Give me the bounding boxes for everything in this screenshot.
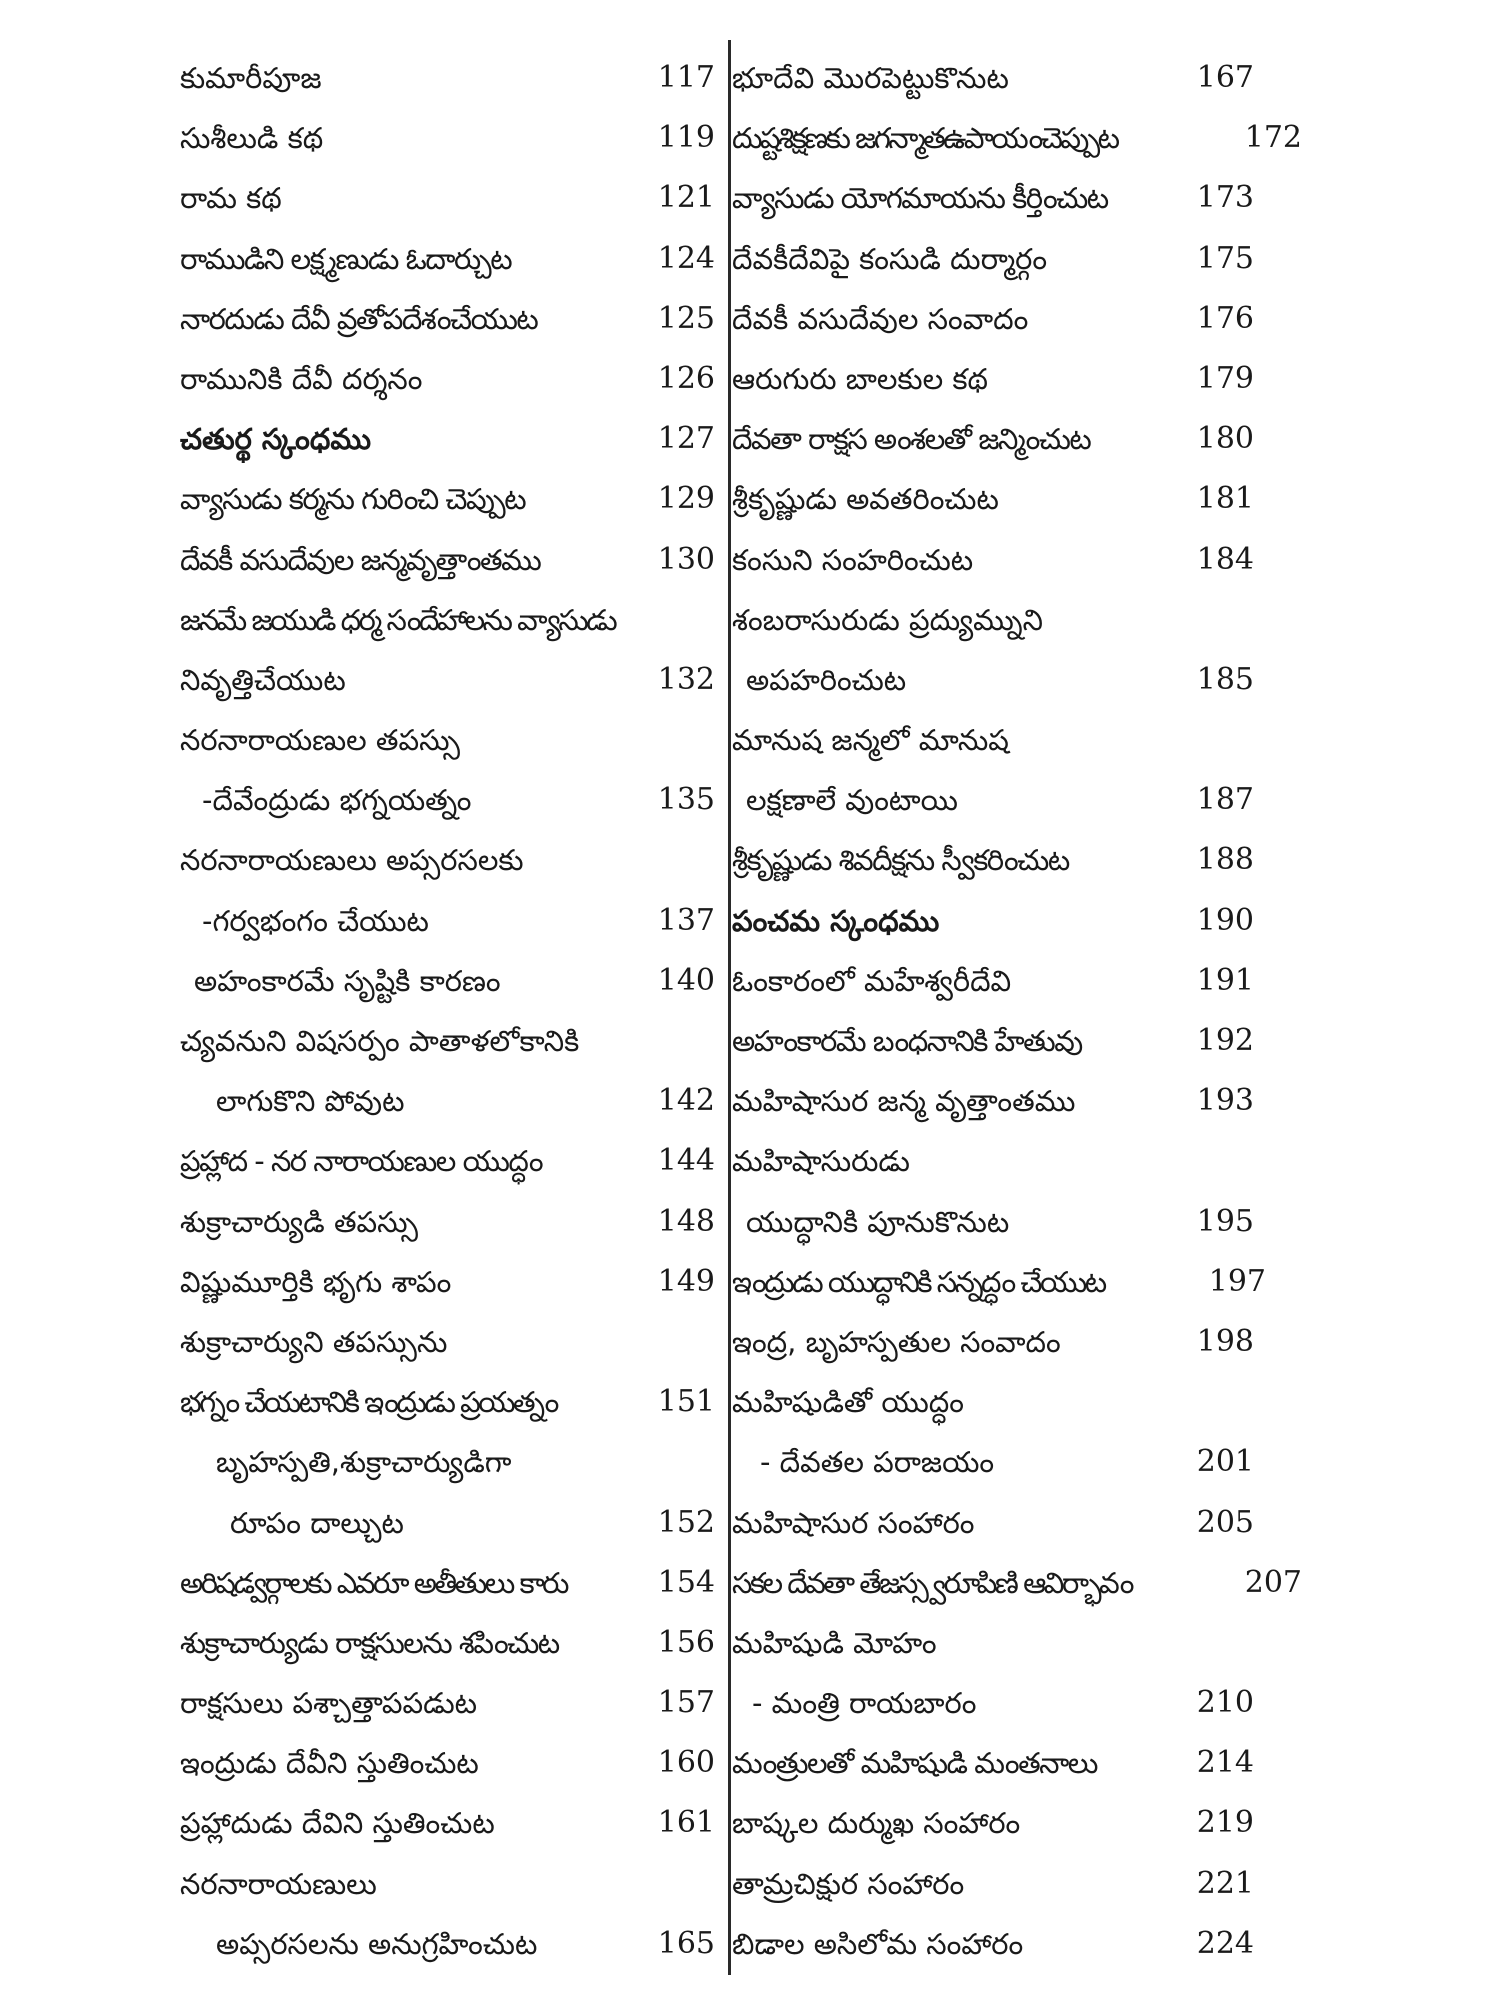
toc-entry-title: అప్సరసలను అనుగ్రహించుట [216,1926,538,1961]
toc-entry-title: బిడాల అసిలోమ సంహారం [732,1926,1024,1961]
toc-entry-page: 201 [1196,1444,1254,1480]
toc-entry-title: ఇంద్రుడు దేవీని స్తుతించుట [180,1746,479,1781]
toc-entry [732,1011,1302,1071]
toc-entry-page: 175 [1196,240,1254,276]
toc-entry-title: విష్ణుమూర్తికి భృగు శాపం [180,1264,452,1299]
toc-entry [732,951,1302,1011]
toc-entry-page: 132 [657,661,715,697]
toc-entry-page: 129 [657,481,715,517]
toc-entry-title: ప్రహ్లాద - నర నారాయణుల యుద్ధం [180,1144,543,1179]
toc-entry [732,1613,1302,1673]
toc-entry-page: 121 [657,180,715,216]
toc-entry-page: 198 [1196,1323,1254,1359]
toc-entry-title: - మంత్రి రాయబారం [752,1686,977,1721]
column-divider [728,40,731,1975]
toc-entry-title: మానుష జన్మలో మానుష [732,723,1009,758]
toc-entry-page: 161 [657,1805,715,1841]
toc-entry-page: 192 [1196,1023,1254,1058]
toc-entry-page: 154 [657,1564,715,1600]
toc-entry-page: 149 [657,1263,715,1299]
toc-entry-title: కంసుని సంహరించుట [732,542,974,577]
toc-entry [732,590,1302,650]
toc-entry-page: 205 [1196,1504,1254,1540]
toc-entry-title: మహిషుడి మోహం [732,1625,937,1660]
toc-entry-title: నరనారాయణులు [180,1866,377,1901]
toc-entry [180,48,715,108]
toc-entry-title: శంబరాసురుడు ప్రద్యుమ్నుని [732,602,1043,637]
toc-entry-title: దేవకీదేవిపై కంసుడి దుర్మార్గం [732,241,1048,276]
toc-entry-page: 137 [657,902,715,938]
toc-entry-title: -గర్వభంగం చేయుట [202,903,429,938]
toc-entry-page: 148 [657,1203,715,1239]
toc-entry [732,1673,1302,1733]
toc-entry-page: 173 [1196,180,1254,216]
toc-entry [180,469,715,529]
toc-entry-title: బాష్కల దుర్ముఖ సంహారం [732,1806,1021,1841]
toc-entry [732,289,1302,349]
toc-entry [732,349,1302,409]
toc-entry-title: ఓంకారంలో మహేశ్వరీదేవి [732,963,1012,998]
toc-entry [180,168,715,228]
toc-entry-page: 130 [657,541,715,577]
toc-entry [732,1312,1302,1372]
toc-entry-title: -దేవేంద్రుడు భగ్నయత్నం [202,783,472,818]
toc-entry-page: 157 [657,1685,715,1721]
toc-entry [732,108,1302,168]
toc-entry-page: 151 [657,1384,715,1420]
toc-entry [180,1011,715,1071]
toc-entry-title: రూపం దాల్చుట [230,1505,404,1540]
toc-entry-title: రామునికి దేవీ దర్శనం [180,361,423,396]
toc-entry [180,1192,715,1252]
toc-entry-page: 140 [657,962,715,998]
toc-entry-title: పంచమ స్కంధము [732,903,940,938]
toc-entry-page: 125 [657,300,715,336]
toc-entry-page: 195 [1196,1203,1254,1239]
toc-entry [732,1793,1302,1853]
toc-entry-title: బృహస్పతి,శుక్రాచార్యుడిగా [216,1445,512,1480]
toc-entry-title: దేవకీ వసుదేవుల జన్మవృత్తాంతము [180,542,541,577]
toc-entry-page: 144 [657,1143,715,1179]
toc-entry [180,1432,715,1492]
toc-entry [732,229,1302,289]
toc-entry-title: నారదుడు దేవీ వ్రతోపదేశంచేయుట [180,301,538,336]
toc-entry [180,770,715,830]
toc-entry [732,770,1302,830]
toc-entry-title: రాక్షసులు పశ్చాత్తాపపడుట [180,1686,477,1721]
toc-entry [732,1553,1302,1613]
toc-entry-page: 214 [1196,1745,1254,1781]
toc-entry-title: శుక్రాచార్యుడి తపస్సు [180,1204,419,1239]
toc-entry-title: భగ్నం చేయటానికి ఇంద్రుడు ప్రయత్నం [180,1385,557,1420]
toc-entry [732,168,1302,228]
toc-entry [180,1252,715,1312]
toc-entry-title: నివృత్తిచేయుట [180,662,346,697]
toc-entry-title: మహిషాసుర సంహారం [732,1505,975,1540]
toc-entry [732,1733,1302,1793]
toc-entry-page: 135 [657,782,715,818]
toc-entry-page: 197 [1208,1263,1266,1299]
toc-entry-title: ఆరుగురు బాలకుల కథ [732,361,988,396]
toc-entry-title: అపహరించుట [746,662,907,697]
toc-entry-title: రామ కథ [180,181,282,216]
toc-entry [732,1854,1302,1914]
toc-entry-page: 207 [1244,1564,1302,1600]
toc-entry-page: 167 [1196,60,1254,95]
toc-entry [180,1673,715,1733]
toc-entry-page: 126 [657,360,715,396]
toc-entry [180,590,715,650]
toc-entry [180,650,715,710]
toc-entry [732,1252,1302,1312]
section-heading [732,891,1302,951]
toc-entry-page: 172 [1244,120,1302,156]
toc-entry [180,710,715,770]
toc-entry [180,1613,715,1673]
toc-entry [732,1914,1302,1974]
toc-entry-title: శ్రీకృష్ణుడు శివదీక్షను స్వీకరించుట [732,843,1069,878]
toc-entry [180,1312,715,1372]
toc-entry-page: 152 [657,1504,715,1540]
toc-entry [732,469,1302,529]
toc-entry-title: మహిషాసురుడు [732,1144,910,1179]
toc-entry-title: లక్షణాలే వుంటాయి [746,783,958,818]
toc-entry-title: భూదేవి మొరపెట్టుకొనుట [732,61,1009,95]
toc-entry [180,108,715,168]
toc-entry [180,530,715,590]
toc-entry [180,1372,715,1432]
toc-entry-title: నరనారాయణులు అప్సరసలకు [180,843,524,878]
toc-entry [180,830,715,890]
toc-entry-title: కుమారీపూజ [180,61,322,95]
toc-entry-title: మహిషాసుర జన్మ వృత్తాంతము [732,1084,1076,1119]
toc-entry-page: 210 [1196,1685,1254,1721]
toc-entry [732,1071,1302,1131]
toc-entry-title: వ్యాసుడు కర్మను గురించి చెప్పుట [180,482,526,517]
toc-entry-title: అహంకారమే బంధనానికి హేతువు [732,1024,1082,1058]
toc-entry-page: 127 [657,421,715,457]
toc-entry-page: 119 [657,120,715,156]
toc-entry-page: 156 [657,1624,715,1660]
toc-entry-title: రాముడిని లక్ష్మణుడు ఓదార్చుట [180,241,512,276]
toc-entry-title: శుక్రాచార్యుని తపస్సును [180,1324,448,1359]
toc-entry [732,1192,1302,1252]
toc-entry [180,289,715,349]
toc-right-column [732,48,1302,1974]
toc-entry [180,891,715,951]
toc-entry-page: 224 [1196,1925,1254,1961]
toc-entry [180,1493,715,1553]
toc-entry [180,1553,715,1613]
toc-entry-page: 184 [1196,541,1254,577]
toc-entry-page: 180 [1196,421,1254,457]
toc-entry [180,1793,715,1853]
toc-entry [732,48,1302,108]
toc-entry-page: 179 [1196,360,1254,396]
toc-entry-page: 190 [1196,902,1254,938]
toc-entry [732,830,1302,890]
toc-entry-page: 165 [657,1925,715,1961]
toc-entry [732,1493,1302,1553]
toc-entry-title: లాగుకొని పోవుట [216,1084,405,1119]
toc-left-column [180,48,715,1974]
toc-entry-title: చతుర్థ స్కంధము [180,422,372,457]
toc-entry-title: శుక్రాచార్యుడు రాక్షసులను శపించుట [180,1625,559,1660]
toc-entry-title: యుద్ధానికి పూనుకొనుట [746,1204,1010,1239]
toc-entry [180,349,715,409]
toc-entry-title: సకల దేవతా తేజస్స్వరూపిణి ఆవిర్భావం [732,1565,1132,1600]
toc-entry [732,530,1302,590]
toc-entry-title: దేవకీ వసుదేవుల సంవాదం [732,301,1029,336]
section-heading [180,409,715,469]
toc-entry-title: అహంకారమే సృష్టికి కారణం [194,963,501,998]
toc-entry-page: 142 [657,1083,715,1119]
toc-entry-title: శ్రీకృష్ణుడు అవతరించుట [732,482,999,517]
toc-entry-page: 191 [1196,962,1254,998]
toc-entry-title: దేవతా రాక్షస అంశలతో జన్మించుట [732,422,1091,457]
toc-entry [732,650,1302,710]
toc-entry-page: 124 [657,240,715,276]
toc-entry-page: 193 [1196,1083,1254,1119]
toc-entry [180,1733,715,1793]
toc-entry-title: సుశీలుడి కథ [180,121,324,156]
toc-entry-title: వ్యాసుడు యోగమాయను కీర్తించుట [732,181,1108,216]
toc-entry [180,1914,715,1974]
toc-entry [180,229,715,289]
toc-entry-page: 221 [1196,1865,1254,1901]
toc-entry [732,710,1302,770]
toc-entry [180,1131,715,1191]
toc-entry-title: - దేవతల పరాజయం [760,1445,995,1480]
toc-entry-page: 185 [1196,661,1254,697]
toc-entry-title: ఇంద్రుడు యుద్ధానికి సన్నద్ధం చేయుట [732,1264,1105,1299]
toc-entry-title: తామ్రచిక్షుర సంహారం [732,1866,965,1901]
toc-entry [732,409,1302,469]
toc-entry-title: అరిషడ్వర్గాలకు ఎవరూ అతీతులు కారు [180,1565,567,1600]
toc-entry-title: నరనారాయణుల తపస్సు [180,723,460,758]
toc-entry-title: మహిషుడితో యుద్ధం [732,1385,964,1420]
toc-entry-title: జనమే జయుడి ధర్మ సందేహాలను వ్యాసుడు [180,602,616,637]
toc-entry-title: ప్రహ్లాదుడు దేవిని స్తుతించుట [180,1806,495,1841]
toc-entry-page: 219 [1196,1805,1254,1841]
toc-entry-title: ఇంద్ర, బృహస్పతుల సంవాదం [732,1324,1061,1359]
toc-entry [732,1131,1302,1191]
toc-entry-page: 188 [1196,842,1254,878]
toc-entry-page: 117 [657,60,715,95]
toc-entry-page: 181 [1196,481,1254,517]
toc-entry [180,1854,715,1914]
toc-entry-page: 187 [1196,782,1254,818]
toc-entry [180,951,715,1011]
toc-entry-title: మంత్రులతో మహిషుడి మంతనాలు [732,1746,1097,1781]
toc-entry-title: చ్యవనుని విషసర్పం పాతాళలోకానికి [180,1024,580,1058]
toc-entry-page: 176 [1196,300,1254,336]
toc-entry-title: దుష్టశిక్షణకు జగన్మాతఉపాయంచెప్పుట [732,121,1118,156]
toc-entry-page: 160 [657,1745,715,1781]
toc-entry [732,1432,1302,1492]
toc-entry [732,1372,1302,1432]
toc-entry [180,1071,715,1131]
